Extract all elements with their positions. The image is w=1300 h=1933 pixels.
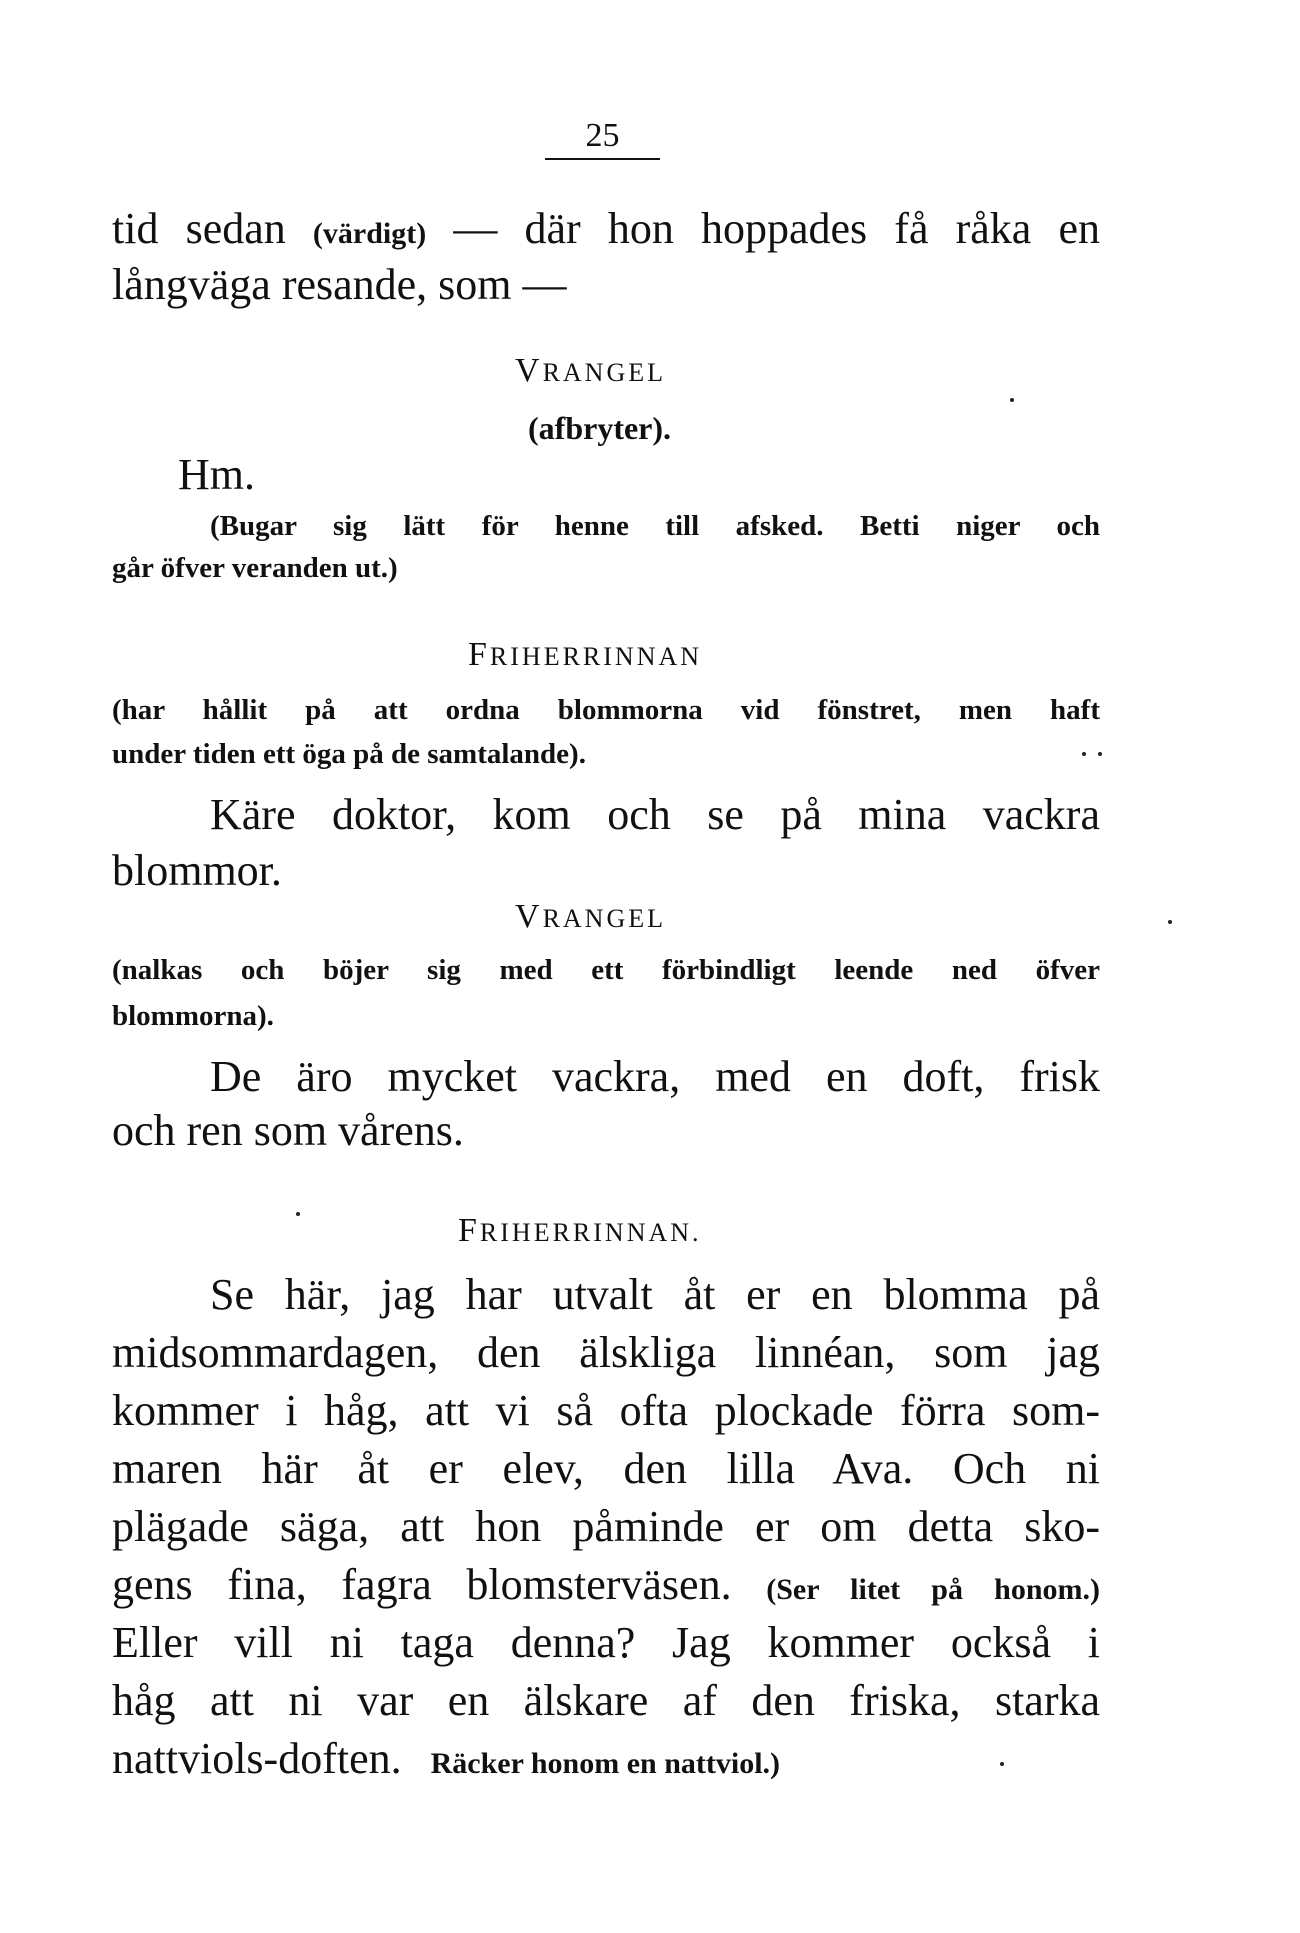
- speaker-rest: RIHERRINNAN.: [479, 1218, 702, 1247]
- dialogue-line: håg att ni var en älskare af den friska, starka: [112, 1676, 1100, 1725]
- dialogue-line: Eller vill ni taga denna? Jag kommer också i: [112, 1618, 1100, 1667]
- stage-direction-inline: Räcker honom en nattviol.): [430, 1747, 781, 1780]
- dialogue-line: midsommardagen, den älskliga linnéan, som jag: [112, 1328, 1100, 1377]
- scan-speck: [1082, 752, 1086, 756]
- speaker-initial: F: [458, 1212, 480, 1249]
- speaker-rest: RANGEL: [542, 358, 666, 387]
- scan-speck: [1000, 1762, 1004, 1766]
- scan-speck: [296, 1212, 300, 1216]
- speaker-name-friherrinnan: [468, 636, 702, 674]
- speaker-initial: V: [515, 352, 543, 389]
- stage-direction-line: (Bugar sig lätt för henne till afsked. Betti niger och: [210, 510, 1100, 542]
- dialogue-line: maren här åt er elev, den lilla Ava. Och ni: [112, 1444, 1100, 1493]
- dialogue-line: Käre doktor, kom och se på mina vackra: [210, 790, 1100, 839]
- speaker-name-vrangel: [515, 898, 666, 936]
- dialogue-line: [112, 1560, 1100, 1615]
- scan-speck: [1168, 920, 1172, 924]
- speaker-initial: F: [468, 636, 490, 673]
- stage-direction-line: går öfver veranden ut.): [112, 552, 398, 584]
- speaker-initial: V: [515, 898, 543, 935]
- scan-speck: [1010, 398, 1014, 402]
- text-segment: gens fina, fagra blomsterväsen.: [112, 1560, 732, 1609]
- scan-speck: [1098, 752, 1102, 756]
- speaker-rest: RANGEL: [542, 904, 666, 933]
- stage-direction-line: under tiden ett öga på de samtalande).: [112, 738, 586, 770]
- dialogue-line: De äro mycket vackra, med en doft, frisk: [210, 1052, 1100, 1101]
- dialogue-line: blommor.: [112, 846, 282, 895]
- dialogue-text: Hm.: [178, 450, 255, 499]
- stage-direction-inline: (värdigt): [312, 217, 427, 250]
- stage-direction: (afbryter).: [528, 410, 672, 446]
- dialogue-line: plägade säga, att hon påminde er om detta sko-: [112, 1502, 1100, 1551]
- dialogue-line: och ren som vårens.: [112, 1106, 464, 1155]
- text-segment: tid sedan: [112, 204, 286, 253]
- stage-direction-line: blommorna).: [112, 1000, 274, 1032]
- speaker-name-friherrinnan: [458, 1212, 702, 1250]
- page-number: 25: [545, 118, 660, 160]
- stage-direction-inline: (Ser litet på honom.): [766, 1573, 1101, 1606]
- text-segment: — där hon hoppades få råka en: [453, 204, 1100, 253]
- speaker-rest: RIHERRINNAN: [489, 642, 703, 671]
- text-line-1: [112, 204, 1100, 259]
- text-segment: nattviols-doften.: [112, 1734, 402, 1783]
- dialogue-line: kommer i håg, att vi så ofta plockade förra som-: [112, 1386, 1100, 1435]
- dialogue-line: Se här, jag har utvalt åt er en blomma på: [210, 1270, 1100, 1319]
- text-line-2: långväga resande, som —: [112, 260, 567, 309]
- dialogue-line: [112, 1734, 1100, 1789]
- stage-direction-line: (har hållit på att ordna blommorna vid fönstret, men haft: [112, 694, 1100, 726]
- speaker-name-vrangel: [515, 352, 666, 390]
- stage-direction-line: (nalkas och böjer sig med ett förbindligt leende ned öfver: [112, 954, 1100, 986]
